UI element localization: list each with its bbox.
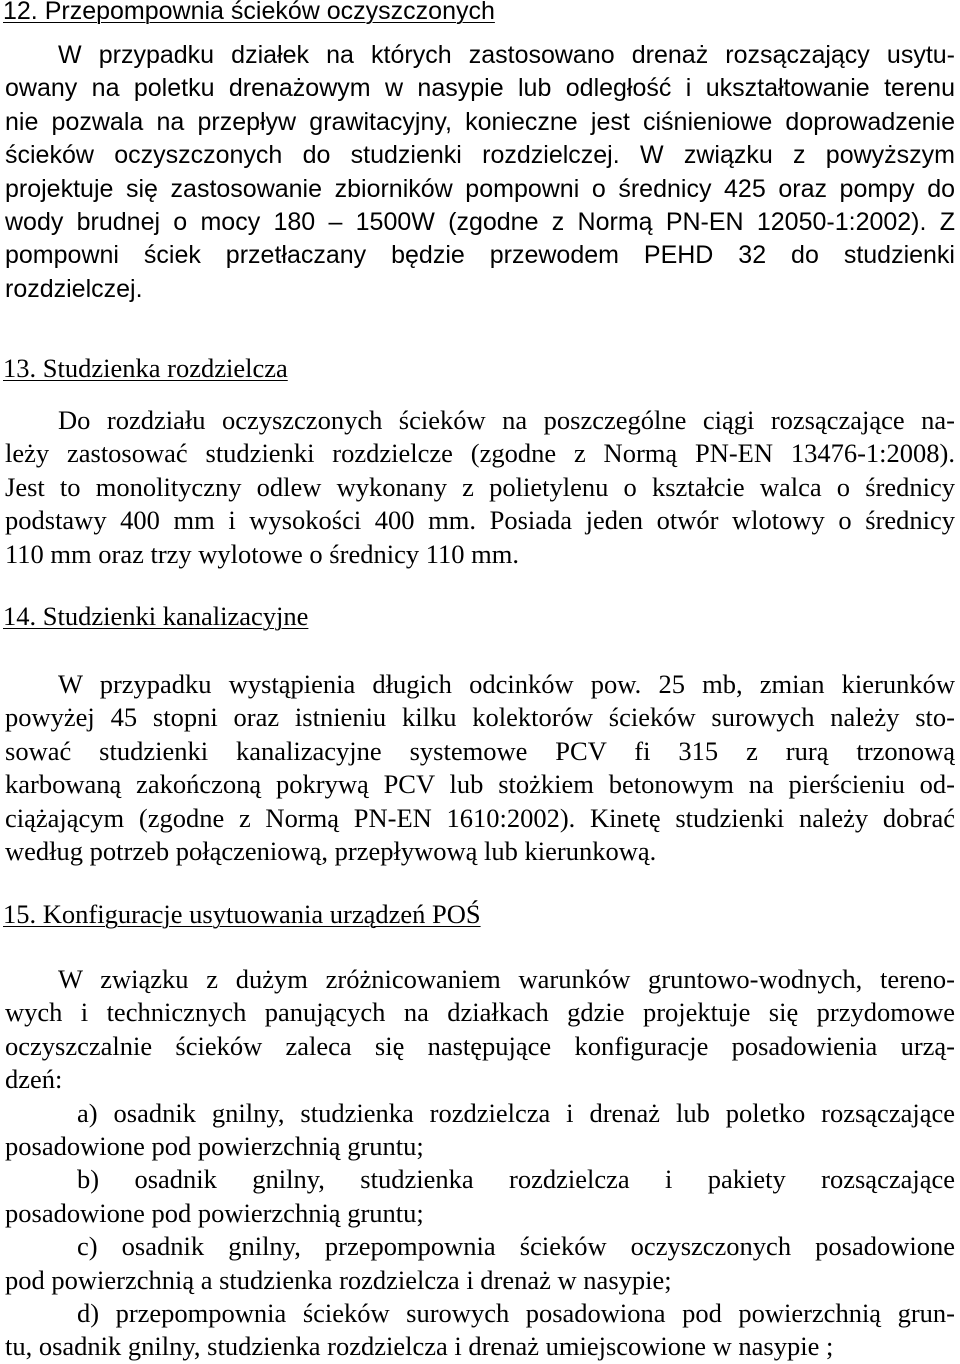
section-13-heading: 13. Studzienka rozdzielcza xyxy=(3,353,288,383)
body-line: 110 mm oraz trzy wylotowe o średnicy 110 mm. xyxy=(5,538,519,569)
body-line: ciążającym (zgodne z Normą PN-EN 1610:2002). Kinetę studzienki należy dobrać xyxy=(5,802,955,833)
list-item-d: d) przepompownia ścieków surowych posadowiona pod powierzchnią grun- xyxy=(77,1297,955,1328)
body-line: rozdzielczej. xyxy=(5,274,143,303)
body-line: wody brudnej o mocy 180 – 1500W (zgodne z Normą PN-EN 12050-1:2002). Z xyxy=(5,207,955,236)
list-item-a-continued: posadowione pod powierzchnią gruntu; xyxy=(5,1130,424,1161)
body-line: nie pozwala na przepływ grawitacyjny, konieczne jest ciśnieniowe doprowadzenie xyxy=(5,107,955,136)
section-13-body xyxy=(5,404,955,571)
list-item-b-continued: posadowione pod powierzchnią gruntu; xyxy=(5,1197,424,1228)
body-line: według potrzeb połączeniową, przepływową lub kierunkową. xyxy=(5,835,657,866)
body-line: ścieków oczyszczonych do studzienki rozdzielczej. W związku z powyższym xyxy=(5,141,955,170)
list-item-c: c) osadnik gnilny, przepompownia ścieków oczyszczonych posadowione xyxy=(77,1231,955,1262)
body-line: sować studzienki kanalizacyjne systemowe PCV fi 315 z rurą trzonową xyxy=(5,735,955,766)
body-line: leży zastosować studzienki rozdzielcze (zgodne z Normą PN-EN 13476-1:2008). xyxy=(5,438,955,469)
body-line: W związku z dużym zróżnicowaniem warunków gruntowo-wodnych, tereno- xyxy=(58,964,955,994)
body-line: owany na poletku drenażowym w nasypie lub odległość i ukształtowanie terenu xyxy=(5,74,955,103)
list-item-a: a) osadnik gnilny, studzienka rozdzielcza i drenaż lub poletko rozsączające xyxy=(77,1097,955,1128)
section-14-heading: 14. Studzienki kanalizacyjne xyxy=(3,601,309,631)
body-line: W przypadku wystąpienia długich odcinków pow. 25 mb, zmian kierunków xyxy=(58,669,955,699)
list-item-c-continued: pod powierzchnią a studzienka rozdzielcza i drenaż w nasypie; xyxy=(5,1264,672,1295)
body-line: Jest to monolityczny odlew wykonany z polietylenu o kształcie walca o średnicy xyxy=(5,471,955,502)
list-item-b: b) osadnik gnilny, studzienka rozdzielcza i pakiety rozsączające xyxy=(77,1164,955,1195)
section-14-body xyxy=(5,668,955,868)
body-line: powyżej 45 stopni oraz istnieniu kilku kolektorów ścieków surowych należy sto- xyxy=(5,702,955,733)
body-line: W przypadku działek na których zastosowano drenaż rozsączający usytu- xyxy=(58,41,955,69)
body-line: dzeń: xyxy=(5,1064,63,1095)
section-15-heading: 15. Konfiguracje usytuowania urządzeń POŚ xyxy=(3,899,481,929)
body-line: oczyszczalnie ścieków zaleca się następujące konfiguracje posadowienia urzą- xyxy=(5,1030,955,1061)
body-line: projektuje się zastosowanie zbiorników pompowni o średnicy 425 oraz pompy do xyxy=(5,174,955,203)
body-line: Do rozdziału oczyszczonych ścieków na poszczególne ciągi rozsączające na- xyxy=(58,405,955,435)
section-15-body xyxy=(5,963,955,1364)
section-12-heading: 12. Przepompownia ścieków oczyszczonych xyxy=(3,0,495,25)
list-item-d-continued: tu, osadnik gnilny, studzienka rozdzielcza i drenaż umiejscowione w nasypie ; xyxy=(5,1331,834,1362)
body-line: pompowni ściek przetłaczany będzie przewodem PEHD 32 do studzienki xyxy=(5,241,955,270)
body-line: podstawy 400 mm i wysokości 400 mm. Posiada jeden otwór wlotowy o średnicy xyxy=(5,505,955,536)
body-line: karbowaną zakończoną pokrywą PCV lub stożkiem betonowym na pierścieniu od- xyxy=(5,769,955,800)
body-line: wych i technicznych panujących na działkach gdzie projektuje się przydomowe xyxy=(5,997,955,1028)
section-12-body xyxy=(5,39,955,306)
